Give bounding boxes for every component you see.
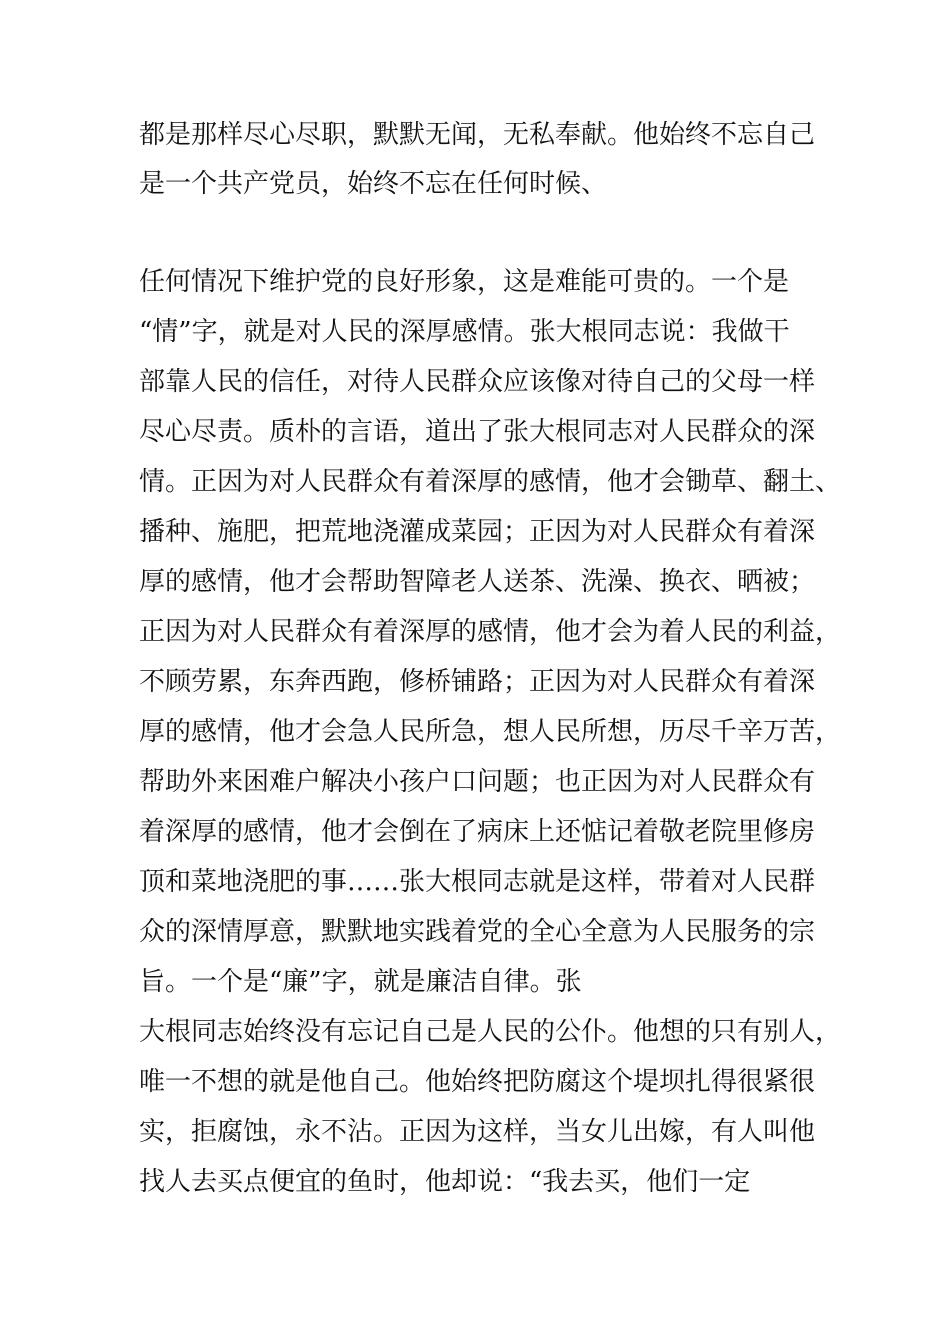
text-line: 任何情况下维护党的良好形象，这是难能可贵的。一个是 [139,267,790,297]
text-line: 情。正因为对人民群众有着深厚的感情，他才会锄草、翻土、 [139,467,842,497]
text-line: 都是那样尽心尽职，默默无闻，无私奉献。他始终不忘自己 [139,120,816,150]
text-line: 实，拒腐蚀，永不沾。正因为这样，当女儿出嫁，有人叫他 [139,1117,816,1147]
text-line: 播种、施肥，把荒地浇灌成菜园；正因为对人民群众有着深 [139,517,816,547]
text-line: 找人去买点便宜的鱼时，他却说：“我去买，他们一定 [139,1167,751,1197]
text-line: 厚的感情，他才会帮助智障老人送茶、洗澡、换衣、晒被； [139,567,816,597]
text-line: 正因为对人民群众有着深厚的感情，他才会为着人民的利益， [139,617,842,647]
text-line: 唯一不想的就是他自己。他始终把防腐这个堤坝扎得很紧很 [139,1067,816,1097]
text-line: “情”字，就是对人民的深厚感情。张大根同志说：我做干 [139,317,790,347]
text-line: 尽心尽责。质朴的言语，道出了张大根同志对人民群众的深 [139,417,816,447]
text-line: 大根同志始终没有忘记自己是人民的公仆。他想的只有别人， [139,1017,842,1047]
text-line: 顶和菜地浇肥的事……张大根同志就是这样，带着对人民群 [139,867,816,897]
text-line: 厚的感情，他才会急人民所急，想人民所想，历尽千辛万苦， [139,717,842,747]
text-line: 着深厚的感情，他才会倒在了病床上还惦记着敬老院里修房 [139,817,816,847]
text-line: 是一个共产党员，始终不忘在任何时候、 [139,169,608,199]
text-line: 部靠人民的信任，对待人民群众应该像对待自己的父母一样 [139,367,816,397]
text-line: 旨。一个是“廉”字，就是廉洁自律。张 [139,967,582,997]
text-line: 不顾劳累，东奔西跑，修桥铺路；正因为对人民群众有着深 [139,667,816,697]
text-line: 帮助外来困难户解决小孩户口问题；也正因为对人民群众有 [139,767,816,797]
text-line: 众的深情厚意，默默地实践着党的全心全意为人民服务的宗 [139,917,816,947]
